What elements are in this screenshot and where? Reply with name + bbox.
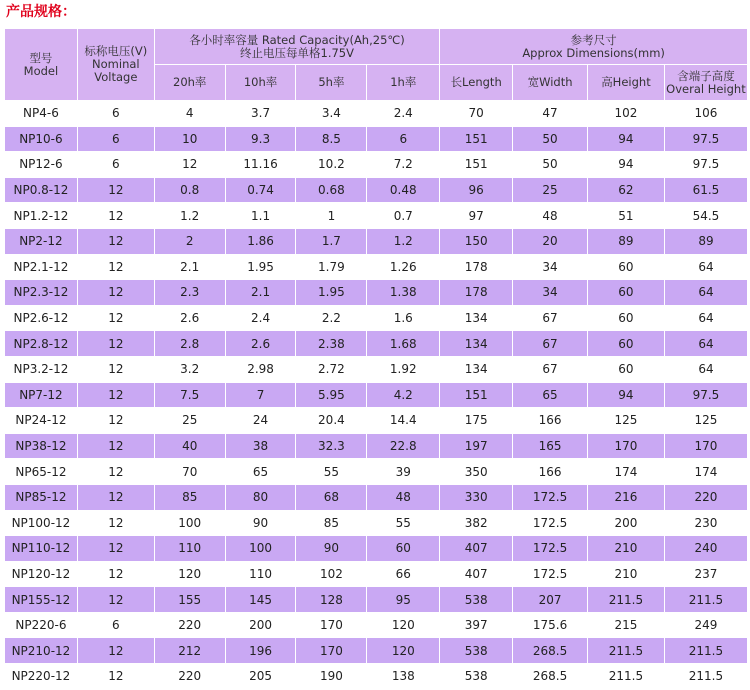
cell-model: NP85-12 — [5, 484, 78, 510]
cell-cap-10h: 38 — [225, 433, 296, 459]
cell-cap-10h: 1.95 — [225, 254, 296, 280]
table-row — [5, 331, 748, 357]
cell-length: 197 — [440, 433, 513, 459]
cell-length: 134 — [440, 356, 513, 382]
cell-voltage: 6 — [77, 152, 154, 178]
header-20h: 20h率 — [154, 65, 225, 101]
cell-cap-1h: 7.2 — [367, 152, 440, 178]
table-row — [5, 510, 748, 536]
cell-width: 207 — [513, 587, 588, 613]
cell-width: 48 — [513, 203, 588, 229]
spec-table — [4, 28, 748, 690]
cell-voltage: 12 — [77, 536, 154, 562]
header-capacity-line2: 终止电压每单格1.75V — [240, 45, 354, 60]
cell-cap-1h: 48 — [367, 484, 440, 510]
cell-model: NP65-12 — [5, 459, 78, 485]
cell-overall-height: 54.5 — [664, 203, 747, 229]
cell-cap-5h: 1.7 — [296, 228, 367, 254]
cell-cap-5h: 1.79 — [296, 254, 367, 280]
cell-cap-10h: 145 — [225, 587, 296, 613]
cell-length: 397 — [440, 612, 513, 638]
header-dims-cn: 参考尺寸 — [570, 32, 617, 47]
cell-cap-10h: 196 — [225, 638, 296, 664]
cell-cap-10h: 2.98 — [225, 356, 296, 382]
cell-overall-height: 174 — [664, 459, 747, 485]
cell-length: 382 — [440, 510, 513, 536]
cell-overall-height: 249 — [664, 612, 747, 638]
cell-cap-1h: 95 — [367, 587, 440, 613]
cell-height: 125 — [587, 408, 664, 434]
cell-cap-10h: 205 — [225, 664, 296, 690]
header-model — [5, 29, 78, 101]
header-overall-height — [664, 65, 747, 101]
cell-model: NP38-12 — [5, 433, 78, 459]
cell-cap-1h: 55 — [367, 510, 440, 536]
cell-overall-height: 97.5 — [664, 152, 747, 178]
cell-width: 34 — [513, 280, 588, 306]
cell-cap-20h: 212 — [154, 638, 225, 664]
cell-length: 134 — [440, 331, 513, 357]
cell-cap-10h: 2.1 — [225, 280, 296, 306]
table-row — [5, 484, 748, 510]
cell-overall-height: 106 — [664, 101, 747, 127]
cell-height: 60 — [587, 305, 664, 331]
cell-width: 172.5 — [513, 536, 588, 562]
header-voltage-en2: Voltage — [94, 70, 138, 84]
cell-height: 60 — [587, 280, 664, 306]
cell-height: 210 — [587, 536, 664, 562]
cell-height: 211.5 — [587, 664, 664, 690]
cell-cap-1h: 6 — [367, 126, 440, 152]
cell-height: 211.5 — [587, 638, 664, 664]
cell-cap-5h: 55 — [296, 459, 367, 485]
table-body — [5, 101, 748, 690]
cell-cap-10h: 1.1 — [225, 203, 296, 229]
cell-height: 210 — [587, 561, 664, 587]
cell-voltage: 12 — [77, 280, 154, 306]
cell-length: 151 — [440, 152, 513, 178]
cell-height: 94 — [587, 152, 664, 178]
header-overall-en: Overal Height — [666, 81, 746, 96]
header-model-en: Model — [23, 63, 59, 78]
cell-width: 165 — [513, 433, 588, 459]
cell-model: NP3.2-12 — [5, 356, 78, 382]
cell-overall-height: 211.5 — [664, 587, 747, 613]
cell-length: 330 — [440, 484, 513, 510]
cell-length: 97 — [440, 203, 513, 229]
cell-overall-height: 211.5 — [664, 638, 747, 664]
header-length: 长Length — [440, 65, 513, 101]
cell-length: 70 — [440, 101, 513, 127]
cell-width: 67 — [513, 305, 588, 331]
cell-cap-20h: 220 — [154, 664, 225, 690]
cell-cap-10h: 80 — [225, 484, 296, 510]
cell-cap-5h: 20.4 — [296, 408, 367, 434]
cell-voltage: 12 — [77, 228, 154, 254]
cell-cap-5h: 32.3 — [296, 433, 367, 459]
cell-model: NP10-6 — [5, 126, 78, 152]
cell-model: NP24-12 — [5, 408, 78, 434]
cell-voltage: 12 — [77, 638, 154, 664]
cell-cap-5h: 1.95 — [296, 280, 367, 306]
table-row — [5, 561, 748, 587]
header-capacity-line1: 各小时率容量 Rated Capacity(Ah,25℃) — [189, 32, 405, 47]
page-title: 产品规格： — [6, 4, 76, 20]
cell-cap-5h: 128 — [296, 587, 367, 613]
cell-model: NP7-12 — [5, 382, 78, 408]
cell-height: 51 — [587, 203, 664, 229]
cell-voltage: 12 — [77, 561, 154, 587]
cell-overall-height: 89 — [664, 228, 747, 254]
cell-height: 174 — [587, 459, 664, 485]
cell-cap-10h: 3.7 — [225, 101, 296, 127]
cell-length: 538 — [440, 664, 513, 690]
cell-voltage: 6 — [77, 612, 154, 638]
cell-width: 67 — [513, 331, 588, 357]
header-1h: 1h率 — [367, 65, 440, 101]
cell-overall-height: 170 — [664, 433, 747, 459]
cell-length: 151 — [440, 126, 513, 152]
cell-cap-1h: 1.26 — [367, 254, 440, 280]
table-row — [5, 152, 748, 178]
cell-height: 62 — [587, 177, 664, 203]
cell-length: 151 — [440, 382, 513, 408]
cell-cap-10h: 2.6 — [225, 331, 296, 357]
cell-cap-1h: 0.7 — [367, 203, 440, 229]
cell-voltage: 12 — [77, 305, 154, 331]
cell-cap-10h: 11.16 — [225, 152, 296, 178]
table-row — [5, 177, 748, 203]
cell-cap-1h: 66 — [367, 561, 440, 587]
cell-cap-1h: 0.48 — [367, 177, 440, 203]
cell-overall-height: 97.5 — [664, 382, 747, 408]
cell-cap-10h: 110 — [225, 561, 296, 587]
cell-cap-5h: 85 — [296, 510, 367, 536]
cell-cap-20h: 110 — [154, 536, 225, 562]
cell-cap-1h: 120 — [367, 638, 440, 664]
cell-cap-5h: 170 — [296, 612, 367, 638]
cell-height: 102 — [587, 101, 664, 127]
header-10h: 10h率 — [225, 65, 296, 101]
table-header — [5, 29, 748, 101]
cell-cap-10h: 9.3 — [225, 126, 296, 152]
cell-width: 20 — [513, 228, 588, 254]
cell-overall-height: 97.5 — [664, 126, 747, 152]
header-dimensions — [440, 29, 748, 65]
cell-cap-5h: 90 — [296, 536, 367, 562]
cell-cap-5h: 3.4 — [296, 101, 367, 127]
cell-overall-height: 211.5 — [664, 664, 747, 690]
cell-cap-1h: 14.4 — [367, 408, 440, 434]
header-model-cn: 型号 — [29, 50, 53, 65]
cell-overall-height: 230 — [664, 510, 747, 536]
cell-cap-1h: 1.38 — [367, 280, 440, 306]
cell-voltage: 12 — [77, 331, 154, 357]
cell-overall-height: 237 — [664, 561, 747, 587]
cell-cap-20h: 2.1 — [154, 254, 225, 280]
cell-cap-5h: 190 — [296, 664, 367, 690]
header-overall-cn: 含端子高度 — [677, 68, 735, 83]
cell-cap-1h: 60 — [367, 536, 440, 562]
cell-voltage: 12 — [77, 408, 154, 434]
cell-cap-5h: 8.5 — [296, 126, 367, 152]
cell-height: 60 — [587, 331, 664, 357]
cell-overall-height: 64 — [664, 280, 747, 306]
table-row — [5, 126, 748, 152]
header-dims-en: Approx Dimensions(mm) — [522, 45, 665, 60]
table-row — [5, 664, 748, 690]
cell-cap-20h: 0.8 — [154, 177, 225, 203]
cell-voltage: 12 — [77, 254, 154, 280]
cell-height: 94 — [587, 126, 664, 152]
cell-cap-20h: 120 — [154, 561, 225, 587]
cell-voltage: 12 — [77, 664, 154, 690]
cell-width: 172.5 — [513, 510, 588, 536]
cell-cap-1h: 4.2 — [367, 382, 440, 408]
cell-cap-5h: 170 — [296, 638, 367, 664]
cell-height: 216 — [587, 484, 664, 510]
cell-overall-height: 64 — [664, 305, 747, 331]
table-row — [5, 433, 748, 459]
table-row — [5, 536, 748, 562]
cell-voltage: 12 — [77, 382, 154, 408]
table-row — [5, 459, 748, 485]
cell-width: 172.5 — [513, 484, 588, 510]
cell-model: NP2.3-12 — [5, 280, 78, 306]
cell-cap-1h: 1.2 — [367, 228, 440, 254]
cell-length: 538 — [440, 587, 513, 613]
cell-voltage: 12 — [77, 203, 154, 229]
cell-cap-20h: 155 — [154, 587, 225, 613]
cell-width: 268.5 — [513, 638, 588, 664]
cell-cap-20h: 4 — [154, 101, 225, 127]
cell-model: NP2-12 — [5, 228, 78, 254]
cell-width: 25 — [513, 177, 588, 203]
cell-model: NP1.2-12 — [5, 203, 78, 229]
table-row — [5, 228, 748, 254]
cell-voltage: 6 — [77, 126, 154, 152]
cell-cap-10h: 0.74 — [225, 177, 296, 203]
cell-width: 67 — [513, 356, 588, 382]
table-row — [5, 408, 748, 434]
cell-length: 150 — [440, 228, 513, 254]
cell-cap-1h: 39 — [367, 459, 440, 485]
cell-length: 538 — [440, 638, 513, 664]
header-voltage-en1: Nominal — [92, 57, 140, 71]
cell-cap-10h: 2.4 — [225, 305, 296, 331]
cell-length: 407 — [440, 561, 513, 587]
cell-model: NP0.8-12 — [5, 177, 78, 203]
cell-cap-10h: 100 — [225, 536, 296, 562]
cell-cap-5h: 2.2 — [296, 305, 367, 331]
cell-model: NP2.1-12 — [5, 254, 78, 280]
cell-height: 215 — [587, 612, 664, 638]
cell-height: 60 — [587, 254, 664, 280]
cell-height: 200 — [587, 510, 664, 536]
header-capacity — [154, 29, 439, 65]
cell-cap-20h: 10 — [154, 126, 225, 152]
cell-height: 89 — [587, 228, 664, 254]
cell-cap-10h: 24 — [225, 408, 296, 434]
cell-model: NP120-12 — [5, 561, 78, 587]
cell-model: NP12-6 — [5, 152, 78, 178]
cell-voltage: 12 — [77, 510, 154, 536]
cell-height: 211.5 — [587, 587, 664, 613]
cell-cap-20h: 40 — [154, 433, 225, 459]
cell-cap-10h: 90 — [225, 510, 296, 536]
cell-cap-10h: 7 — [225, 382, 296, 408]
cell-cap-20h: 2.3 — [154, 280, 225, 306]
cell-cap-20h: 2.6 — [154, 305, 225, 331]
cell-cap-5h: 10.2 — [296, 152, 367, 178]
cell-width: 166 — [513, 459, 588, 485]
cell-cap-5h: 68 — [296, 484, 367, 510]
cell-cap-10h: 200 — [225, 612, 296, 638]
cell-width: 50 — [513, 152, 588, 178]
cell-cap-5h: 5.95 — [296, 382, 367, 408]
cell-cap-20h: 1.2 — [154, 203, 225, 229]
cell-width: 65 — [513, 382, 588, 408]
cell-cap-1h: 1.92 — [367, 356, 440, 382]
table-row — [5, 638, 748, 664]
cell-model: NP100-12 — [5, 510, 78, 536]
cell-length: 175 — [440, 408, 513, 434]
cell-overall-height: 220 — [664, 484, 747, 510]
cell-cap-5h: 102 — [296, 561, 367, 587]
table-row — [5, 305, 748, 331]
cell-voltage: 12 — [77, 459, 154, 485]
cell-model: NP110-12 — [5, 536, 78, 562]
cell-model: NP220-6 — [5, 612, 78, 638]
cell-voltage: 12 — [77, 177, 154, 203]
cell-cap-20h: 25 — [154, 408, 225, 434]
table-row — [5, 612, 748, 638]
cell-cap-1h: 138 — [367, 664, 440, 690]
header-voltage — [77, 29, 154, 101]
cell-length: 350 — [440, 459, 513, 485]
cell-model: NP2.8-12 — [5, 331, 78, 357]
header-height: 高Height — [587, 65, 664, 101]
cell-cap-20h: 220 — [154, 612, 225, 638]
cell-cap-20h: 2.8 — [154, 331, 225, 357]
cell-cap-5h: 0.68 — [296, 177, 367, 203]
cell-height: 94 — [587, 382, 664, 408]
cell-model: NP2.6-12 — [5, 305, 78, 331]
cell-cap-20h: 100 — [154, 510, 225, 536]
cell-width: 268.5 — [513, 664, 588, 690]
cell-width: 34 — [513, 254, 588, 280]
table-row — [5, 203, 748, 229]
cell-voltage: 12 — [77, 587, 154, 613]
header-5h: 5h率 — [296, 65, 367, 101]
cell-model: NP210-12 — [5, 638, 78, 664]
cell-width: 50 — [513, 126, 588, 152]
cell-cap-1h: 1.68 — [367, 331, 440, 357]
cell-cap-1h: 120 — [367, 612, 440, 638]
cell-cap-10h: 65 — [225, 459, 296, 485]
table-row — [5, 254, 748, 280]
cell-width: 47 — [513, 101, 588, 127]
cell-cap-5h: 2.38 — [296, 331, 367, 357]
cell-width: 172.5 — [513, 561, 588, 587]
cell-voltage: 12 — [77, 356, 154, 382]
cell-width: 175.6 — [513, 612, 588, 638]
cell-model: NP4-6 — [5, 101, 78, 127]
cell-cap-20h: 7.5 — [154, 382, 225, 408]
cell-length: 407 — [440, 536, 513, 562]
cell-cap-20h: 3.2 — [154, 356, 225, 382]
cell-voltage: 12 — [77, 484, 154, 510]
cell-length: 134 — [440, 305, 513, 331]
cell-width: 166 — [513, 408, 588, 434]
cell-voltage: 12 — [77, 433, 154, 459]
cell-overall-height: 64 — [664, 331, 747, 357]
cell-cap-5h: 2.72 — [296, 356, 367, 382]
table-row — [5, 280, 748, 306]
cell-length: 178 — [440, 280, 513, 306]
cell-cap-5h: 1 — [296, 203, 367, 229]
cell-overall-height: 240 — [664, 536, 747, 562]
cell-length: 96 — [440, 177, 513, 203]
cell-overall-height: 64 — [664, 356, 747, 382]
cell-height: 60 — [587, 356, 664, 382]
cell-length: 178 — [440, 254, 513, 280]
table-row — [5, 587, 748, 613]
cell-model: NP155-12 — [5, 587, 78, 613]
cell-cap-20h: 12 — [154, 152, 225, 178]
cell-voltage: 6 — [77, 101, 154, 127]
header-voltage-cn: 标称电压(V) — [84, 44, 148, 58]
cell-cap-1h: 2.4 — [367, 101, 440, 127]
cell-cap-1h: 1.6 — [367, 305, 440, 331]
table-row — [5, 101, 748, 127]
cell-model: NP220-12 — [5, 664, 78, 690]
cell-cap-20h: 85 — [154, 484, 225, 510]
cell-overall-height: 125 — [664, 408, 747, 434]
table-row — [5, 356, 748, 382]
table-row — [5, 382, 748, 408]
cell-overall-height: 61.5 — [664, 177, 747, 203]
cell-overall-height: 64 — [664, 254, 747, 280]
cell-cap-10h: 1.86 — [225, 228, 296, 254]
cell-height: 170 — [587, 433, 664, 459]
cell-cap-20h: 70 — [154, 459, 225, 485]
cell-cap-20h: 2 — [154, 228, 225, 254]
header-width: 宽Width — [513, 65, 588, 101]
cell-cap-1h: 22.8 — [367, 433, 440, 459]
